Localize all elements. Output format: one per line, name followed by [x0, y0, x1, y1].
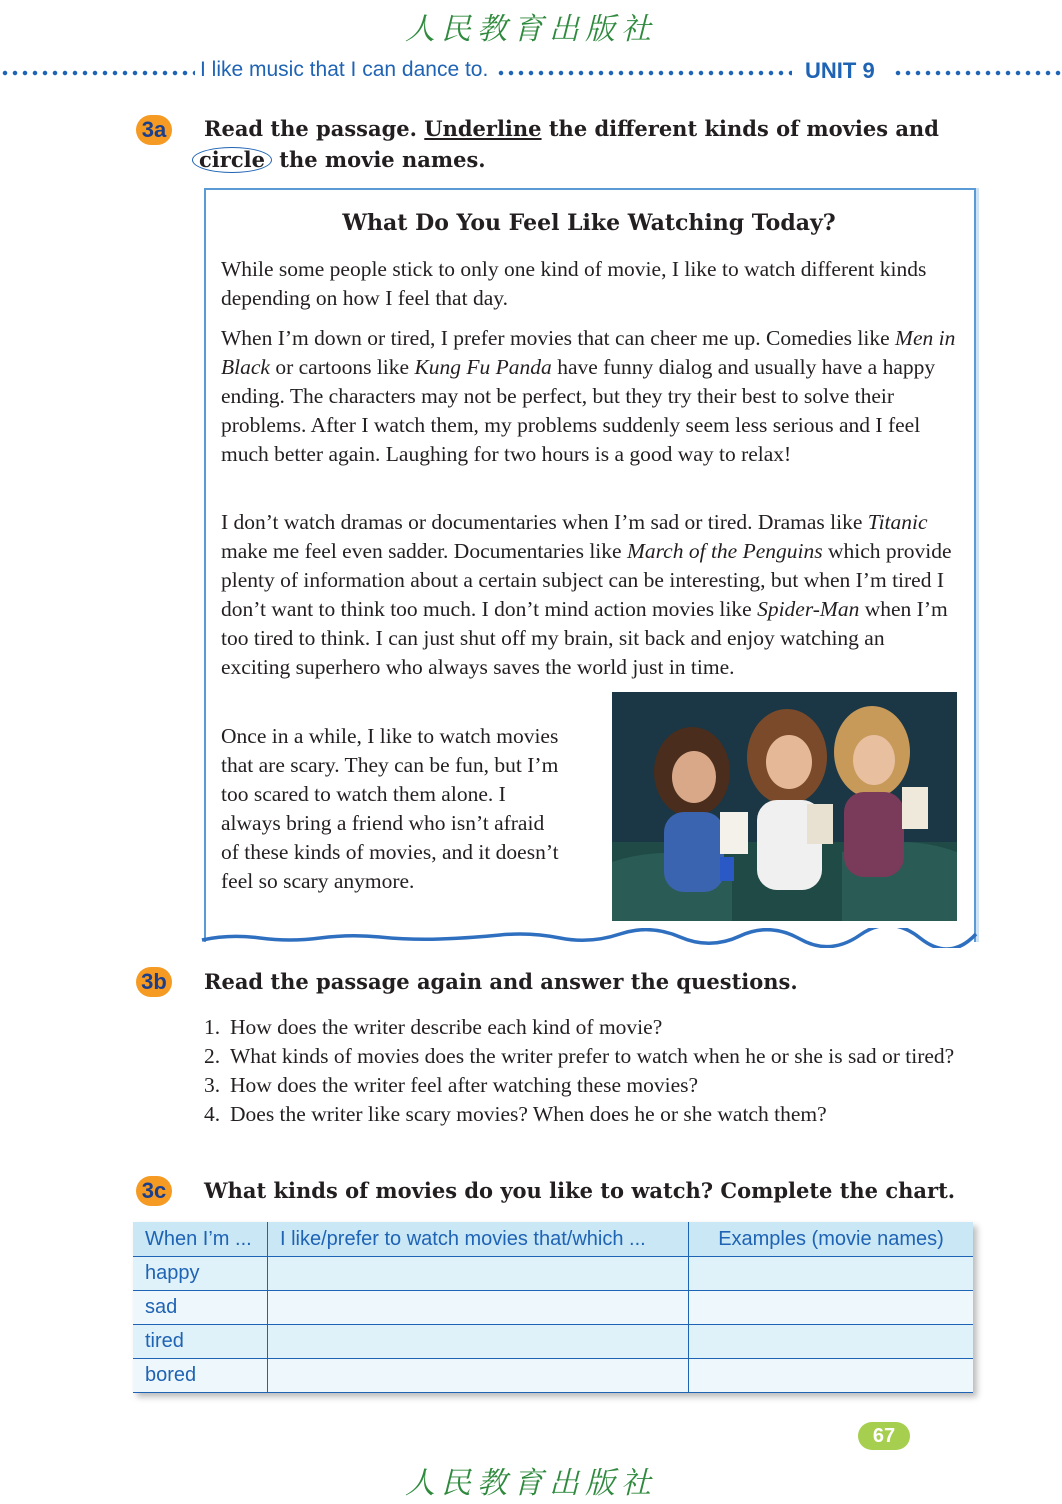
unit-number: UNIT 9 [805, 58, 875, 83]
running-header [0, 58, 1062, 88]
badge-3a: 3a [136, 115, 172, 145]
chart-blank-examples[interactable] [689, 1291, 974, 1325]
chart-blank-prefer[interactable] [268, 1325, 689, 1359]
header-dots-right [893, 70, 1062, 76]
movie-name-men-in-black: Men in Black [221, 326, 956, 379]
instruction-3b: Read the passage again and answer the questions. [204, 969, 798, 994]
chart-row [133, 1359, 973, 1393]
passage-paragraph-1: While some people stick to only one kind of movie, I like to watch different kinds depending on how I feel that day. [221, 257, 927, 310]
chart-header-examples: Examples (movie names) [689, 1222, 974, 1257]
para3-text-a: I don’t watch dramas or documentaries when I’m sad or tired. Dramas like [221, 510, 868, 534]
para2-text-c: have funny dialog and usually have a happy ending. The characters may not be perfect, but they try their best to solve their problems. After I watch them, my problems suddenly seem less serious and I feel much better again. Laughing for two hours is a good way to relax! [221, 355, 936, 466]
movie-name-spider-man: Spider-Man [757, 597, 860, 621]
chart-header-prefer: I like/prefer to watch movies that/which ... [268, 1222, 689, 1257]
publisher-logo-bottom: 人民教育出版社 [405, 1466, 657, 1501]
chart-row-feeling: tired [133, 1325, 268, 1359]
passage-paragraph-3 [221, 508, 956, 682]
question-number: 1. [204, 1015, 221, 1039]
question-item [204, 1013, 1000, 1042]
unit-subtitle: I like music that I can dance to. [200, 58, 489, 81]
chart-blank-examples[interactable] [689, 1359, 974, 1393]
chart-blank-examples[interactable] [689, 1257, 974, 1291]
passage-wavy-border [200, 928, 980, 948]
passage-paragraph-4: Once in a while, I like to watch movies that are scary. They can be fun, but I’m too scared to watch them alone. I always bring a friend who isn’t afraid of these kinds of movies, and it doesn’t feel so scary anymore. [221, 724, 559, 893]
chart-row-feeling: sad [133, 1291, 268, 1325]
question-item [204, 1042, 1000, 1071]
instruction-3a-underline-word: Underline [424, 116, 542, 141]
movie-name-march-of-the-penguins: March of the Penguins [626, 539, 823, 563]
instruction-3a-text-3: the movie names. [271, 147, 486, 172]
question-text: Does the writer like scary movies? When does he or she watch them? [230, 1102, 827, 1126]
movie-name-titanic: Titanic [867, 510, 928, 534]
instruction-3a-text-2: the different kinds of movies and [541, 116, 939, 141]
chart-blank-prefer[interactable] [268, 1257, 689, 1291]
chart-blank-examples[interactable] [689, 1325, 974, 1359]
chart-header-when: When I’m ... [133, 1222, 268, 1257]
movie-theater-photo [612, 692, 957, 921]
passage-paragraph-2 [221, 324, 956, 469]
movie-name-kung-fu-panda: Kung Fu Panda [414, 355, 552, 379]
para3-text-b: make me feel even sadder. Documentaries like [221, 539, 627, 563]
badge-3b: 3b [136, 967, 172, 997]
chart-row-feeling: happy [133, 1257, 268, 1291]
publisher-logo-top: 人民教育出版社 [405, 12, 657, 47]
movie-theater-illustration [612, 692, 957, 921]
instruction-3a-circle-word: circle [192, 147, 272, 173]
para3-text-c: which provide plenty of information about a certain subject can be interesting, but when I’m tired I don’t want to think too much. I don’t mind action movies like [221, 539, 952, 621]
para2-text-a: When I’m down or tired, I prefer movies that can cheer me up. Comedies like [221, 326, 896, 350]
para2-text-b: or cartoons like [269, 355, 415, 379]
question-text: How does the writer describe each kind of movie? [230, 1015, 663, 1039]
question-number: 3. [204, 1073, 221, 1097]
header-dots-middle [496, 70, 792, 76]
para3-text-d: when I’m too tired to think. I can just shut off my brain, sit back and enjoy watching an exciting superhero who always saves the world just in time. [221, 597, 948, 679]
chart-blank-prefer[interactable] [268, 1291, 689, 1325]
movies-chart-table [133, 1222, 973, 1393]
question-item [204, 1100, 1000, 1129]
badge-3c: 3c [136, 1176, 172, 1206]
chart-row [133, 1291, 973, 1325]
chart-row [133, 1257, 973, 1291]
instruction-3a [199, 113, 939, 175]
chart-row-feeling: bored [133, 1359, 268, 1393]
question-number: 2. [204, 1044, 221, 1068]
question-list [204, 1013, 1000, 1129]
question-text: How does the writer feel after watching these movies? [230, 1073, 699, 1097]
instruction-3a-text-1: Read the passage. [204, 116, 425, 141]
question-number: 4. [204, 1102, 221, 1126]
chart-row [133, 1325, 973, 1359]
passage-title: What Do You Feel Like Watching Today? [342, 210, 836, 236]
instruction-3c: What kinds of movies do you like to watch? Complete the chart. [204, 1178, 956, 1203]
page-number: 67 [858, 1422, 910, 1450]
question-text: What kinds of movies does the writer prefer to watch when he or she is sad or tired? [230, 1044, 955, 1068]
chart-blank-prefer[interactable] [268, 1359, 689, 1393]
header-dots-left [0, 70, 195, 76]
question-item [204, 1071, 1000, 1100]
